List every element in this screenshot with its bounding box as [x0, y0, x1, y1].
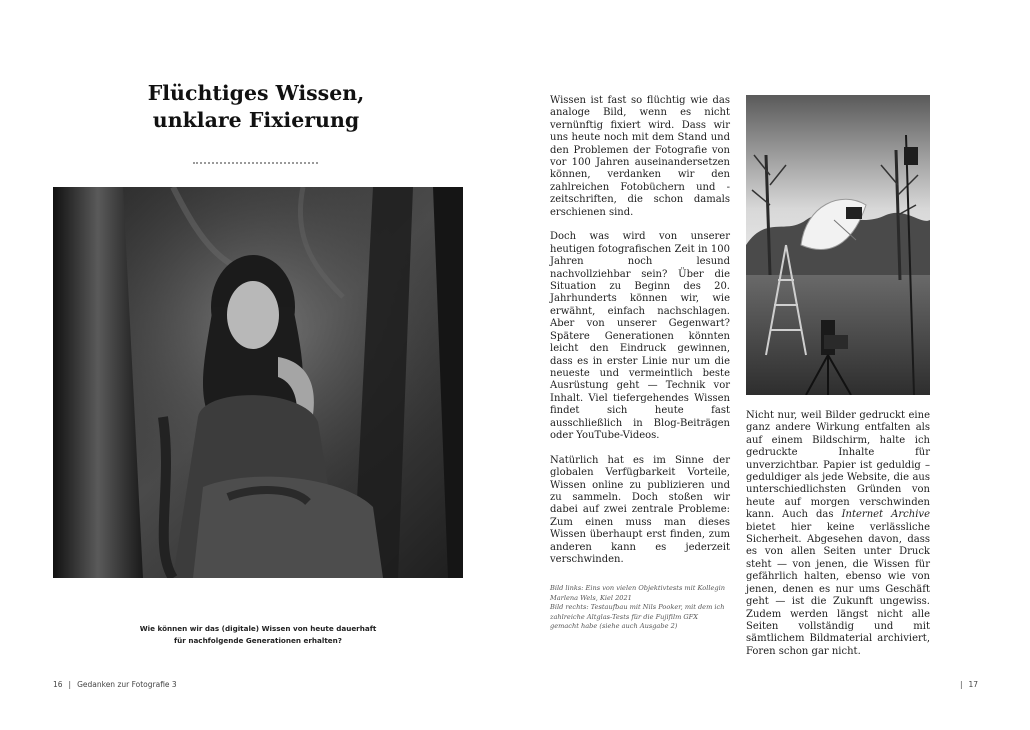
body-column-middle [550, 95, 730, 579]
image-credits [550, 584, 726, 632]
paragraph: Doch was wird von unserer heutigen fotografischen Zeit in 100 Jahren noch lesund nachvollziehbar sein? Über die Situation zu Beginn des 20. Jahrhunderts können wir, wie erwähnt, einfach nachschlagen. Aber von unserer Gegenwart? Spätere Generationen könnten leicht den Eindruck gewinnen, dass es in erster Linie nur um die neueste und vermeintlich beste Ausrüstung geht — Technik vor Inhalt. Viel tiefergehendes Wissen findet sich heute fast ausschließlich in Blog-Beiträgen oder YouTube-Videos. [550, 231, 730, 441]
page-number-right: 17 [968, 680, 979, 689]
paragraph-text: Nicht nur, weil Bilder gedruckt eine ganz andere Wirkung entfalten als auf einem Bildschirm, halte ich gedruckte Inhalte für unverzichtbar. Papier ist geduldig – geduldiger als jede Website, die aus unterschiedlichsten Gründen von heute auf morgen verschwinden kann. Auch das [746, 410, 930, 521]
lighting-setup-photo [746, 95, 930, 395]
title-line-2: unklare Fixierung [152, 108, 360, 132]
paragraph [746, 410, 930, 658]
folio-left [53, 680, 177, 689]
portrait-photo [53, 187, 463, 578]
image-caption-line-1: Wie können wir das (digitale) Wissen von heute dauerhaft [139, 624, 377, 633]
paragraph-text: bietet hier keine verlässliche Sicherheit. Abgesehen davon, dass es von allen Seiten unter Druck steht — von jenen, die Wissen für gefährlich halten, ebenso wie von jenen, denen es nur ums Geschäft geht — ist die Zukunft ungewiss. Zudem werden längst nicht alle Seiten vollständig und mit sämtlichem Bildmaterial archiviert, Foren schon gar nicht. [746, 521, 930, 657]
publication-name: Gedanken zur Fotografie 3 [77, 680, 177, 689]
image-credit-right: Bild rechts: Testaufbau mit Nils Pooker, mit dem ich zahlreiche Altglas-Tests für die Fujifilm GFX gemacht habe (siehe auch Ausgabe 2) [550, 603, 725, 631]
image-caption [130, 623, 386, 647]
image-credit-left: Bild links: Eins von vielen Objektivtests mit Kollegin Marlena Wels, Kiel 2021 [550, 584, 725, 602]
image-caption-line-2: für nachfolgende Generationen erhalten? [174, 636, 342, 645]
article-title [140, 80, 372, 134]
page-number-left: 16 [53, 680, 63, 689]
folio-right [960, 680, 978, 689]
body-column-right [746, 410, 930, 671]
paragraph: Natürlich hat es im Sinne der globalen Verfügbarkeit Vorteile, Wissen online zu publizieren und zu sammeln. Doch stoßen wir dabei auf zwei zentrale Probleme: Zum einen muss man dieses Wissen überhaupt erst finden, zum anderen kann es jederzeit verschwinden. [550, 454, 730, 565]
folio-separator: | [960, 680, 963, 689]
internet-archive-name: Internet Archive [841, 509, 930, 521]
title-ornament-divider [193, 156, 318, 164]
folio-separator: | [68, 680, 72, 689]
lighting-setup-photo-image [746, 95, 930, 395]
paragraph: Wissen ist fast so flüchtig wie das analoge Bild, wenn es nicht vernünftig fixiert wird. Dass wir uns heute noch mit dem Stand und den Problemen der Fotografie von vor 100 Jahren auseinandersetzen können, verdanken wir den zahlreichen Fotobüchern und -zeitschriften, die schon damals erschienen sind. [550, 95, 730, 218]
title-line-1: Flüchtiges Wissen, [147, 81, 365, 105]
portrait-photo-image [53, 187, 463, 578]
